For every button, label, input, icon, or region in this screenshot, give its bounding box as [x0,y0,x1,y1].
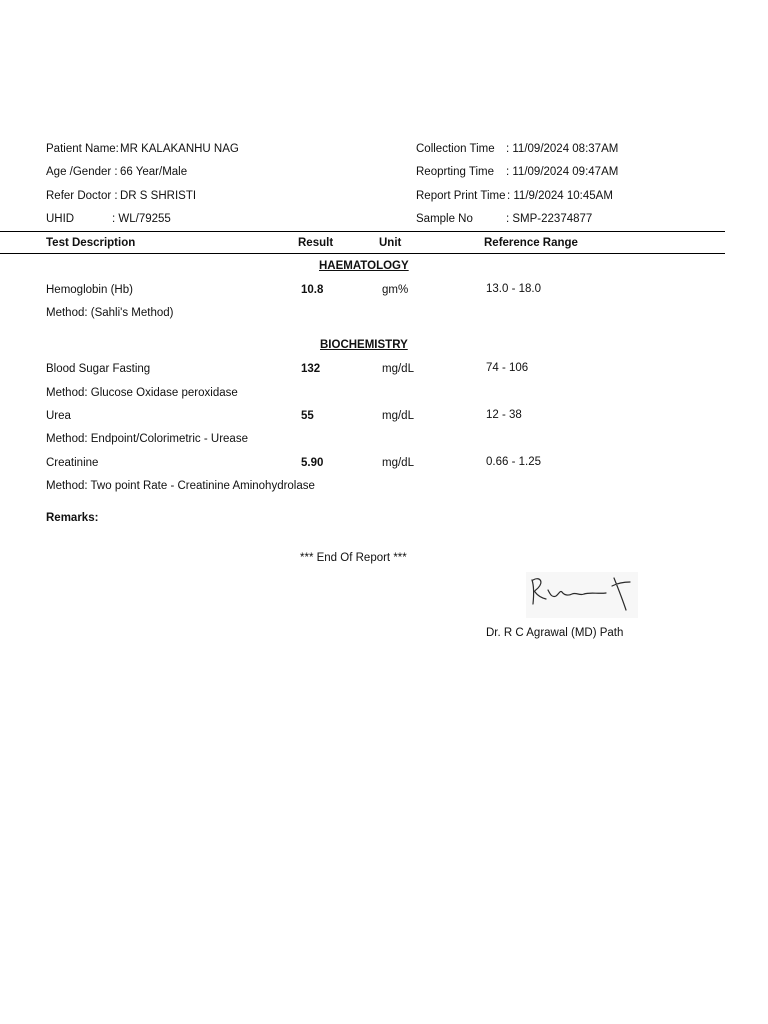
test-method-urea: Method: Endpoint/Colorimetric - Urease [46,433,248,445]
test-unit-urea: mg/dL [382,410,414,422]
refer-doctor-label: Refer Doctor : [46,190,118,202]
age-gender-label: Age /Gender : [46,166,118,178]
reporting-time-value: : 11/09/2024 09:47AM [506,166,619,178]
test-range-blood-sugar: 74 - 106 [486,362,529,374]
col-unit: Unit [379,237,402,249]
test-name-urea: Urea [46,410,71,422]
refer-doctor-value: DR S SHRISTI [120,190,197,202]
test-result-hemoglobin: 10.8 [301,284,324,296]
header-top-rule [0,231,725,232]
doctor-signature [526,572,638,618]
collection-time-label: Collection Time [416,143,495,155]
patient-name-label: Patient Name: [46,143,119,155]
test-unit-blood-sugar: mg/dL [382,363,414,375]
test-name-blood-sugar: Blood Sugar Fasting [46,363,151,375]
test-unit-creatinine: mg/dL [382,457,414,469]
remarks-label: Remarks: [46,512,99,524]
age-gender-value: 66 Year/Male [120,166,188,178]
print-time-value: : 11/9/2024 10:45AM [507,190,613,202]
reporting-time-label: Reoprting Time [416,166,494,178]
section-haematology: HAEMATOLOGY [319,260,409,272]
test-range-creatinine: 0.66 - 1.25 [486,456,541,468]
end-of-report: *** End Of Report *** [300,552,407,564]
test-range-hemoglobin: 13.0 - 18.0 [486,283,541,295]
uhid-value: : WL/79255 [112,213,171,225]
test-result-urea: 55 [301,410,314,422]
uhid-label: UHID [46,213,75,225]
test-range-urea: 12 - 38 [486,409,522,421]
collection-time-value: : 11/09/2024 08:37AM [506,143,619,155]
test-method-creatinine: Method: Two point Rate - Creatinine Aminohydrolase [46,480,315,492]
header-bottom-rule [0,253,725,254]
col-test-description: Test Description [46,237,136,249]
print-time-label: Report Print Time [416,190,506,202]
test-name-creatinine: Creatinine [46,457,99,469]
test-result-blood-sugar: 132 [301,363,321,375]
patient-name-value: MR KALAKANHU NAG [120,143,239,155]
test-method-blood-sugar: Method: Glucose Oxidase peroxidase [46,387,238,399]
test-name-hemoglobin: Hemoglobin (Hb) [46,284,133,296]
sample-no-value: : SMP-22374877 [506,213,593,225]
col-result: Result [298,237,334,249]
signature-name: Dr. R C Agrawal (MD) Path [486,627,624,639]
test-result-creatinine: 5.90 [301,457,324,469]
test-unit-hemoglobin: gm% [382,284,409,296]
section-biochemistry: BIOCHEMISTRY [320,339,408,351]
col-reference-range: Reference Range [484,237,578,249]
sample-no-label: Sample No [416,213,473,225]
test-method-hemoglobin: Method: (Sahli's Method) [46,307,174,319]
